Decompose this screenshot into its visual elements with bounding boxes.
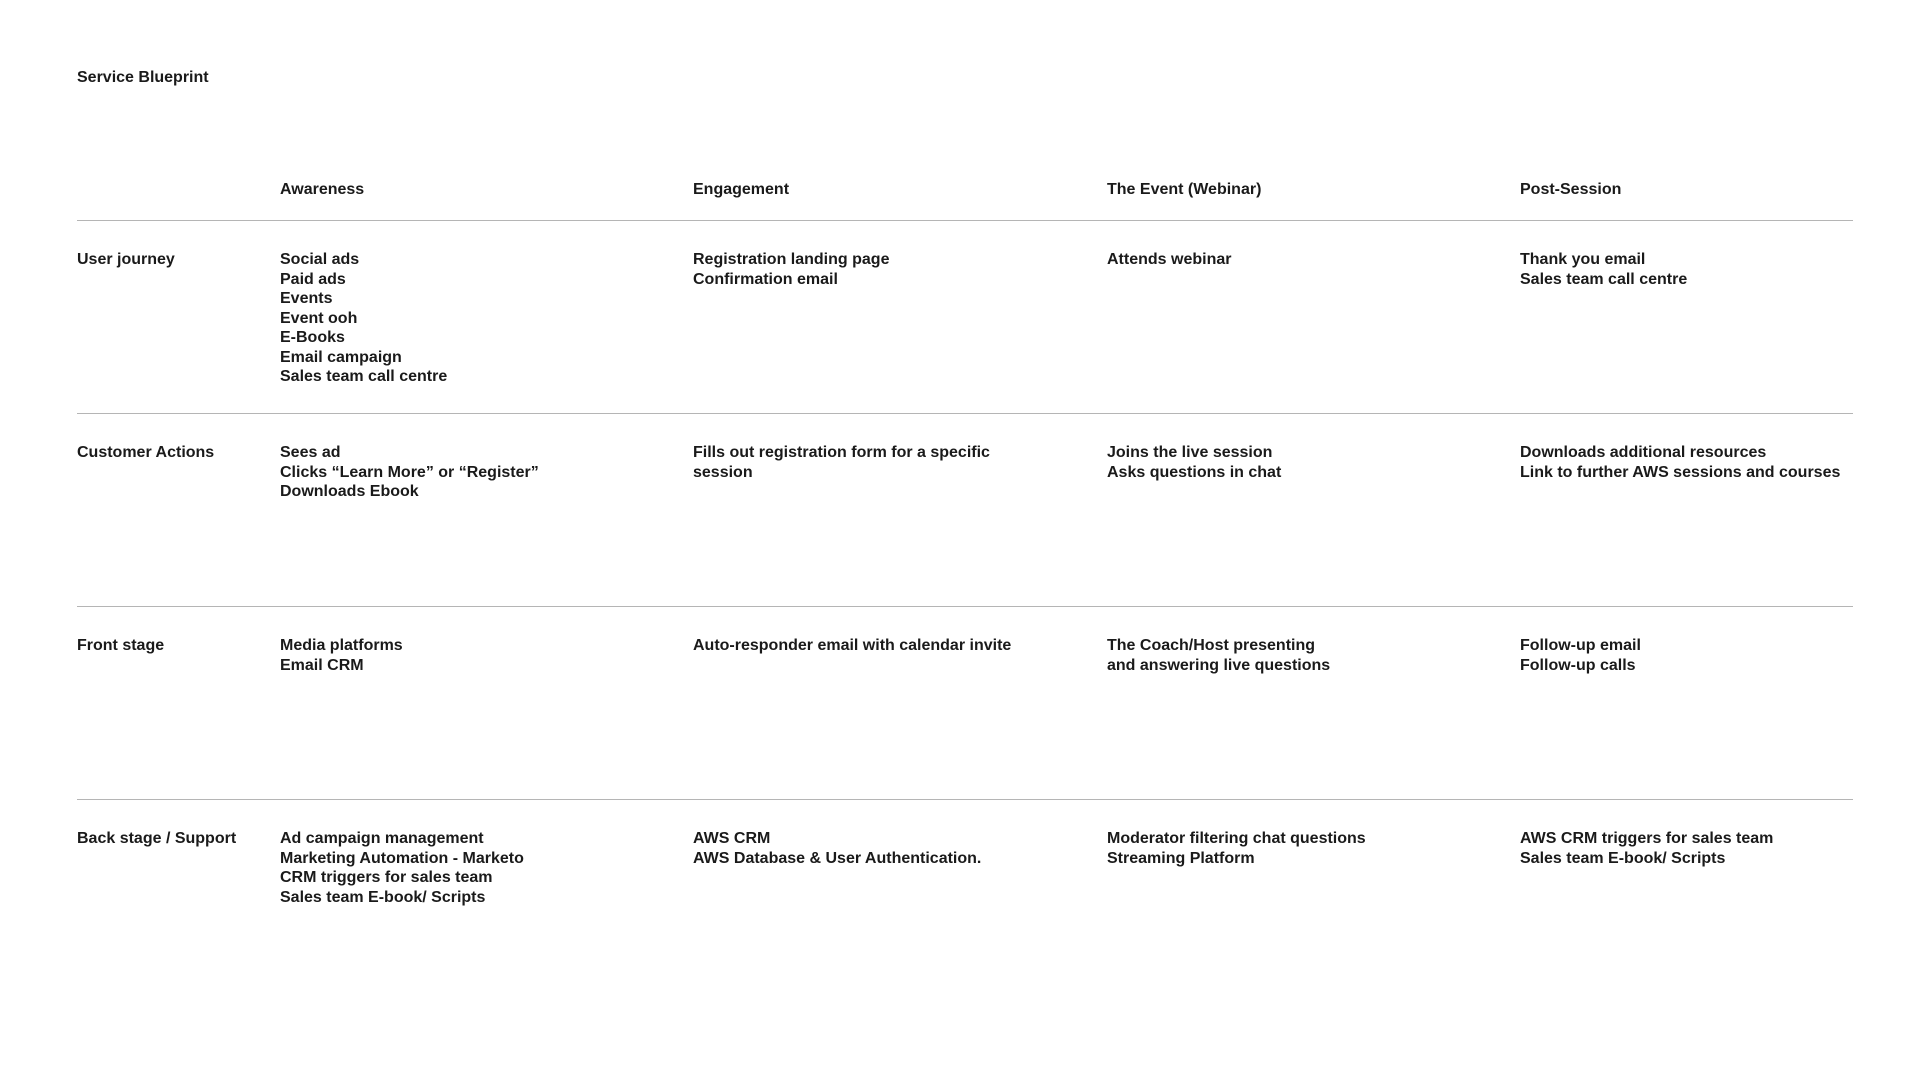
cell-line: Event ooh	[280, 309, 358, 327]
cell-line: Joins the live session	[1107, 444, 1273, 461]
cell-front-stage-awareness	[280, 636, 680, 675]
cell-line: Thank you email	[1520, 251, 1646, 268]
cell-front-stage-post-session	[1520, 636, 1853, 675]
cell-line: Email CRM	[280, 656, 364, 674]
cell-user-journey-engagement	[693, 250, 1093, 289]
cell-line: Auto-responder email with calendar invite	[693, 637, 1012, 654]
cell-line: Downloads Ebook	[280, 483, 419, 500]
cell-front-stage-event	[1107, 636, 1507, 675]
page-title: Service Blueprint	[77, 69, 209, 86]
blueprint-row-front-stage	[77, 607, 1853, 800]
cell-line: Social ads	[280, 251, 360, 268]
cell-line: Sees ad	[280, 444, 341, 461]
cell-line: Downloads additional resources	[1520, 444, 1767, 461]
cell-line: Registration landing page	[693, 251, 890, 268]
phase-header-post-session: Post-Session	[1520, 181, 1622, 198]
cell-customer-actions-post-session	[1520, 443, 1853, 482]
blueprint-row-customer-actions	[77, 414, 1853, 607]
phase-header-event: The Event (Webinar)	[1107, 181, 1262, 198]
row-label-front-stage: Front stage	[77, 637, 165, 654]
cell-line: Asks questions in chat	[1107, 463, 1282, 481]
cell-line: session	[693, 463, 753, 481]
cell-line: Paid ads	[280, 270, 346, 288]
cell-line: Marketing Automation - Marketo	[280, 849, 524, 867]
cell-back-stage-post-session	[1520, 829, 1853, 868]
service-blueprint-table	[77, 180, 1853, 992]
phase-header-row	[77, 180, 1853, 221]
cell-line: Confirmation email	[693, 270, 838, 288]
cell-back-stage-awareness	[280, 829, 680, 907]
cell-line: Streaming Platform	[1107, 849, 1255, 867]
cell-line: The Coach/Host presenting	[1107, 637, 1316, 654]
cell-user-journey-post-session	[1520, 250, 1853, 289]
cell-line: Follow-up calls	[1520, 656, 1636, 674]
cell-line: Link to further AWS sessions and courses	[1520, 463, 1841, 481]
cell-line: Media platforms	[280, 637, 403, 654]
phase-header-engagement: Engagement	[693, 181, 790, 198]
cell-line: Sales team call centre	[280, 368, 448, 385]
cell-line: E-Books	[280, 329, 345, 346]
row-label-customer-actions: Customer Actions	[77, 444, 215, 461]
row-label-user-journey: User journey	[77, 251, 175, 268]
cell-user-journey-awareness	[280, 250, 680, 387]
cell-line: Follow-up email	[1520, 637, 1641, 654]
cell-customer-actions-event	[1107, 443, 1507, 482]
cell-line: Sales team call centre	[1520, 270, 1688, 288]
cell-user-journey-event	[1107, 250, 1507, 270]
cell-line: CRM triggers for sales team	[280, 869, 493, 886]
cell-line: Moderator filtering chat questions	[1107, 830, 1366, 847]
phase-header-awareness: Awareness	[280, 181, 365, 198]
cell-line: Ad campaign management	[280, 830, 484, 847]
cell-line: Sales team E-book/ Scripts	[1520, 849, 1726, 867]
cell-line: AWS CRM	[693, 830, 771, 847]
cell-line: AWS CRM triggers for sales team	[1520, 830, 1774, 847]
cell-customer-actions-awareness	[280, 443, 680, 502]
cell-back-stage-engagement	[693, 829, 1093, 868]
cell-line: Fills out registration form for a specific	[693, 444, 990, 461]
blueprint-row-user-journey	[77, 221, 1853, 414]
cell-back-stage-event	[1107, 829, 1507, 868]
cell-customer-actions-engagement	[693, 443, 1093, 482]
cell-front-stage-engagement	[693, 636, 1093, 656]
cell-line: Clicks “Learn More” or “Register”	[280, 463, 539, 481]
cell-line: Email campaign	[280, 348, 402, 366]
row-label-back-stage: Back stage / Support	[77, 830, 237, 847]
cell-line: Attends webinar	[1107, 251, 1232, 268]
cell-line: and answering live questions	[1107, 656, 1331, 674]
cell-line: Events	[280, 290, 333, 307]
blueprint-row-back-stage	[77, 800, 1853, 992]
cell-line: AWS Database & User Authentication.	[693, 849, 982, 867]
cell-line: Sales team E-book/ Scripts	[280, 888, 486, 906]
